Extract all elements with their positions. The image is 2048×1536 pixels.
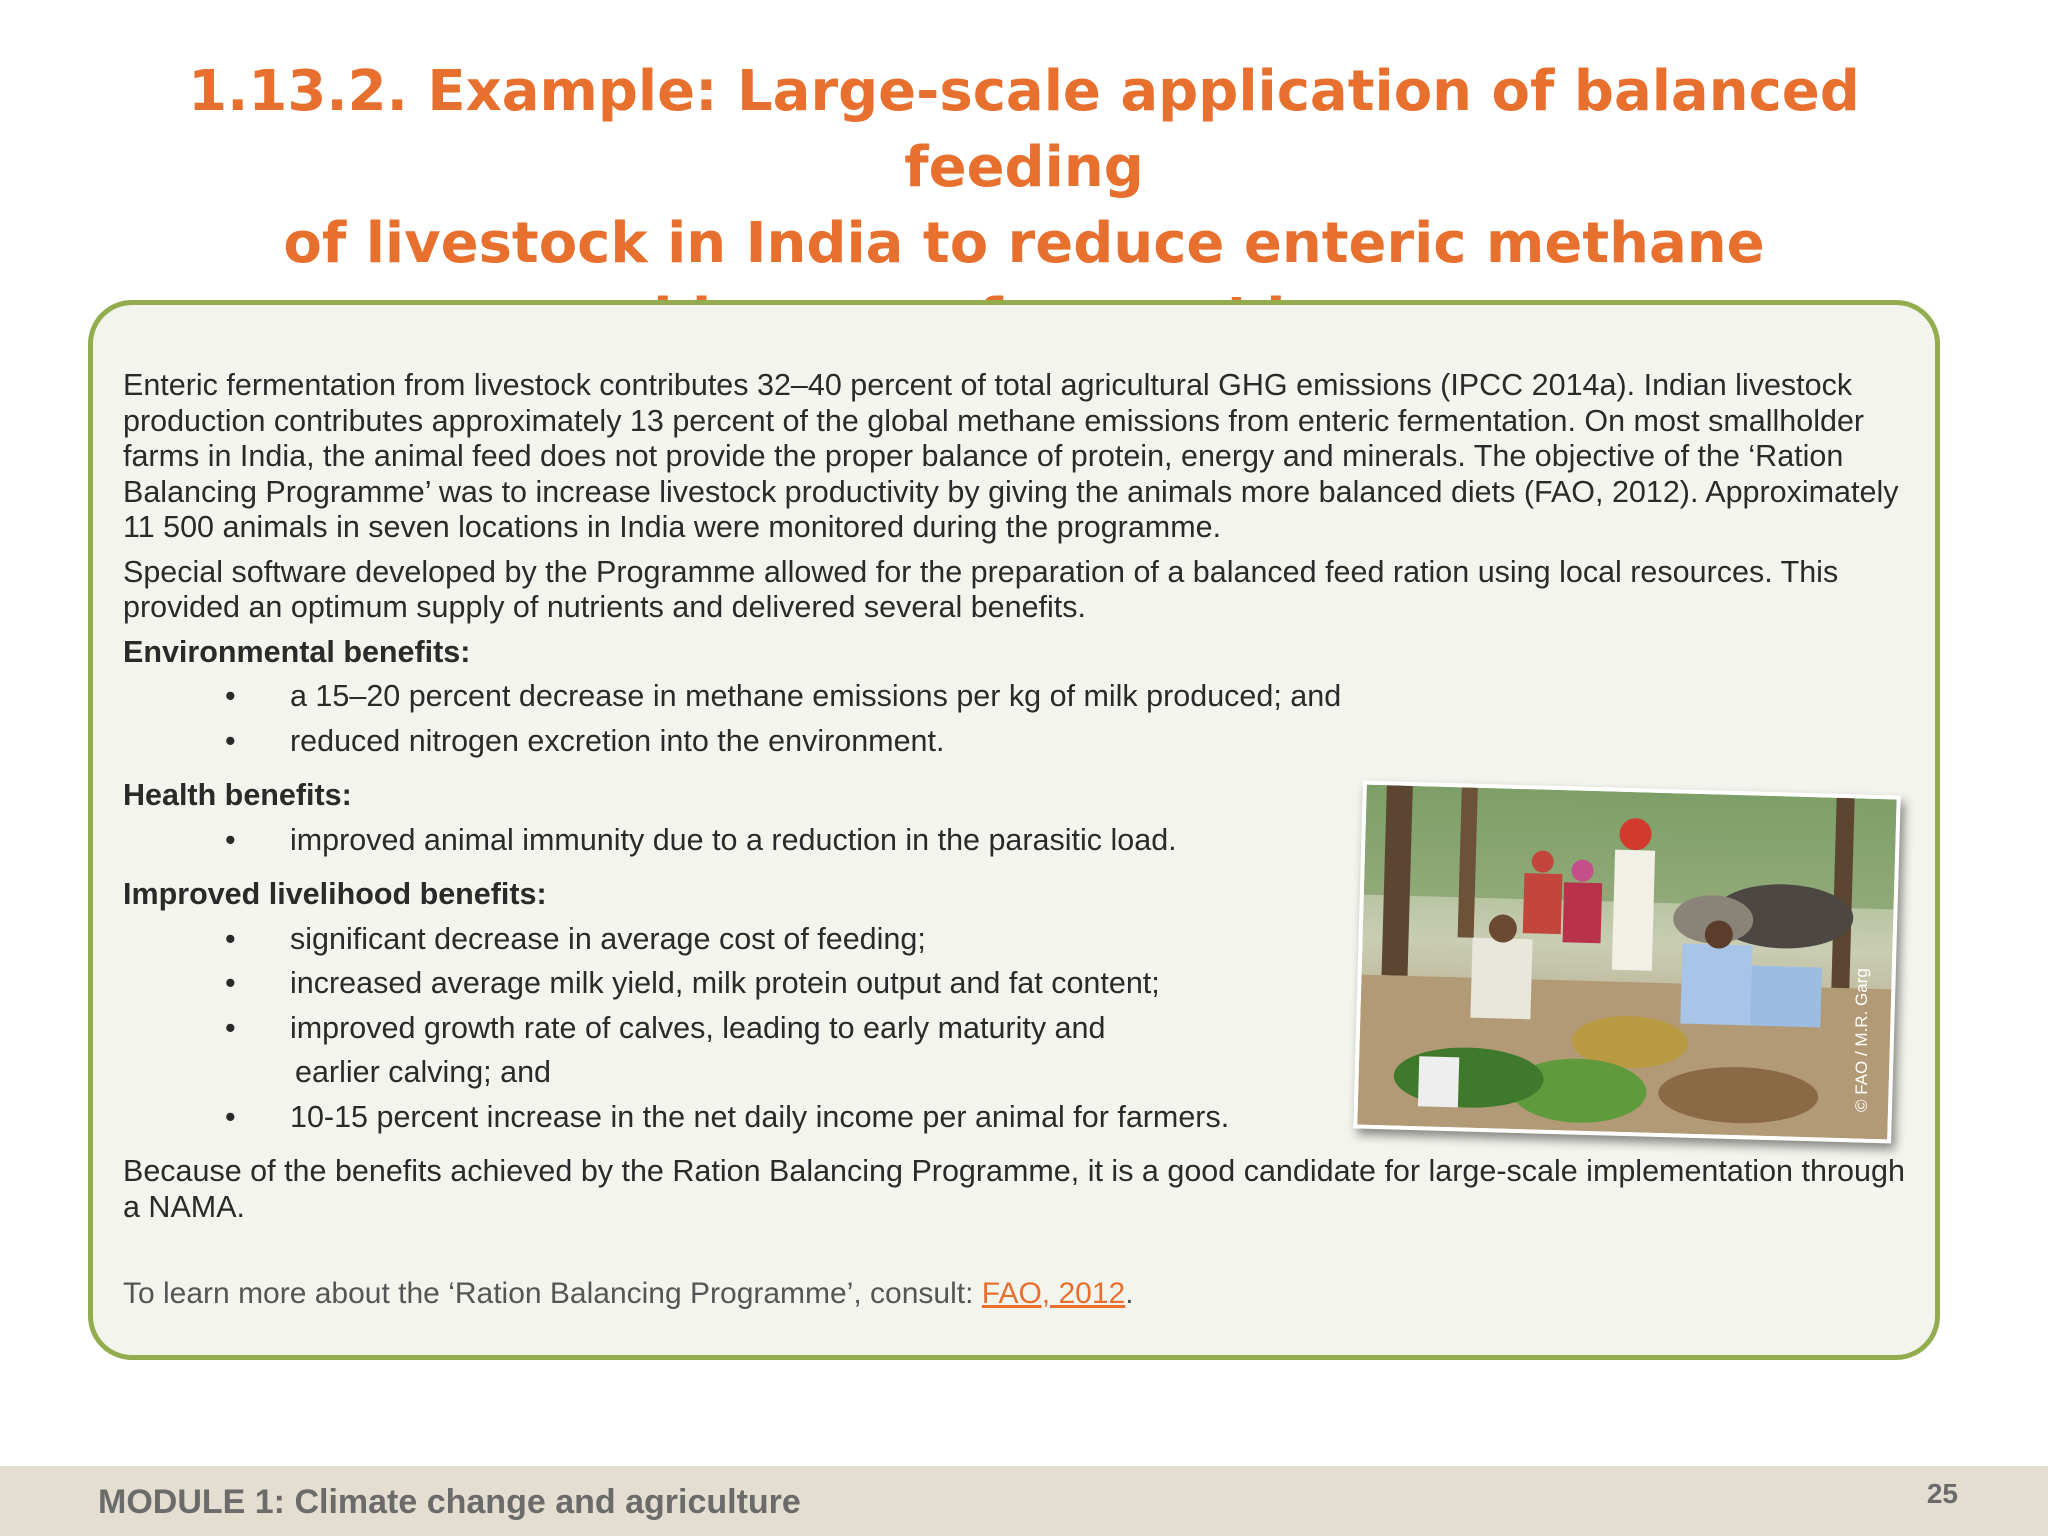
- title-line-1: 1.13.2. Example: Large-scale application of balanced feeding: [188, 59, 1860, 200]
- software-paragraph: Special software developed by the Programme allowed for the preparation of a balanced feed ration using local resources. This provided an optimum supply of nutrients and delivered several benefits.: [123, 554, 1839, 624]
- conclusion-paragraph: Because of the benefits achieved by the Ration Balancing Programme, it is a good candidate for large-scale implementation through a NAMA.: [123, 1154, 1905, 1224]
- farmers-livestock-photo: [1353, 781, 1901, 1144]
- environmental-benefits-list: [123, 679, 1913, 768]
- bullet-icon: •: [225, 921, 236, 956]
- bullet-icon: •: [225, 822, 236, 857]
- fao-2012-link[interactable]: FAO, 2012: [981, 1277, 1126, 1310]
- note-suffix: .: [1125, 1277, 1134, 1310]
- title-line-2: of livestock in India to reduce enteric methane: [283, 211, 1765, 276]
- page-number: 25: [1926, 1478, 1958, 1509]
- health-benefits-heading: Health benefits:: [123, 778, 352, 812]
- photo-credit: © FAO / M.R. Garg: [1852, 968, 1871, 1112]
- livelihood-benefits-heading: Improved livelihood benefits:: [123, 877, 547, 911]
- bullet-icon: •: [225, 966, 236, 1000]
- list-item: • 10-15 percent increase in the net daily income per animal for farmers.: [225, 1099, 1230, 1134]
- note-prefix: To learn more about the ‘Ration Balancing Programme’, consult:: [123, 1277, 982, 1310]
- list-item: • improved growth rate of calves, leading to early maturity and: [225, 1010, 1106, 1045]
- environmental-benefits-heading: Environmental benefits:: [123, 634, 471, 669]
- list-item: • significant decrease in average cost of feeding;: [225, 921, 926, 956]
- further-reading-note: [123, 1277, 1134, 1311]
- bullet-icon: •: [225, 1099, 236, 1134]
- list-item: • a 15–20 percent decrease in methane emissions per kg of milk produced; and: [225, 679, 1342, 713]
- photo-illustration: [1357, 785, 1896, 1140]
- module-label: MODULE 1: Climate change and agriculture: [98, 1483, 801, 1521]
- bullet-icon: •: [225, 679, 236, 713]
- list-item: • increased average milk yield, milk protein output and fat content;: [225, 966, 1160, 1000]
- list-item-continuation: earlier calving; and: [295, 1055, 552, 1089]
- list-item: • reduced nitrogen excretion into the environment.: [225, 723, 945, 758]
- list-item: • improved animal immunity due to a reduction in the parasitic load.: [225, 822, 1177, 857]
- bullet-icon: •: [225, 723, 236, 758]
- footer-bar: [0, 1466, 2048, 1536]
- intro-paragraph: Enteric fermentation from livestock contributes 32–40 percent of total agricultural GHG emissions (IPCC 2014a). Indian livestock production contributes approximately 13 percent of the global methane emissions from enteric fermentation. On most smallholder farms in India, the animal feed does not provide the proper balance of protein, energy and minerals. The objective of the ‘Ration Balancing Programme’ was to increase livestock productivity by giving the animals more balanced diets (FAO, 2012). Approximately 11 500 animals in seven locations in India were monitored during the programme.: [123, 368, 1899, 544]
- bullet-icon: •: [225, 1010, 236, 1045]
